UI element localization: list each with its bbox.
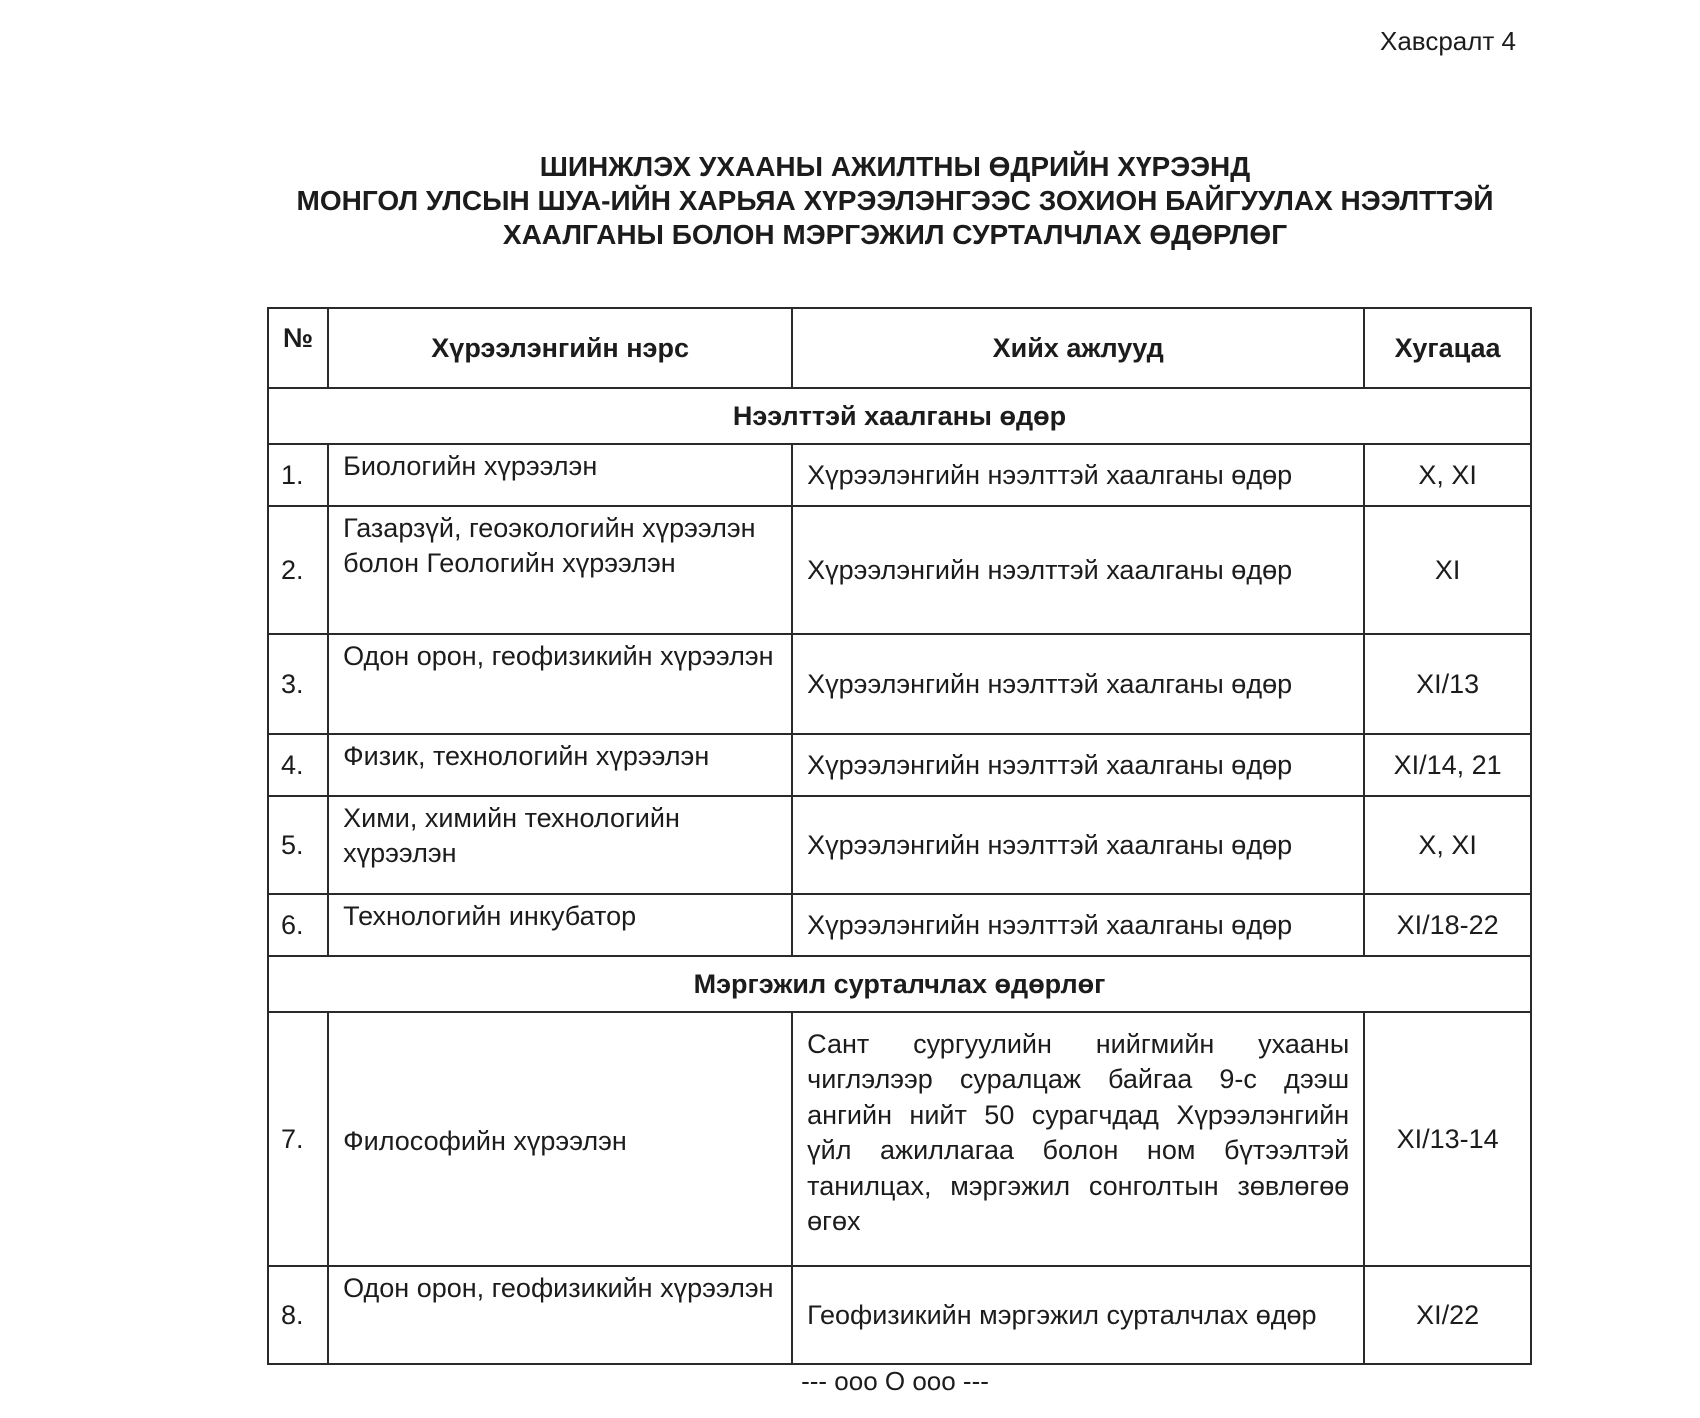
row-number: 6.: [268, 894, 328, 956]
activity: Хүрээлэнгийн нээлттэй хаалганы өдөр: [792, 894, 1364, 956]
institute-name: Хими, химийн технологийн хүрээлэн: [328, 796, 792, 894]
activity: Сант сургуулийн нийгмийн ухааны чиглэлээр суралцаж байгаа 9-с дээш ангийн нийт 50 сурагчдад Хүрээлэнгийн үйл ажиллагаа болон ном бүтээлтэй танилцах, мэргэжил сонголтын зөвлөгөө өгөх: [792, 1012, 1364, 1266]
timeframe: XI: [1364, 506, 1531, 634]
activity: Хүрээлэнгийн нээлттэй хаалганы өдөр: [792, 796, 1364, 894]
timeframe: XI/14, 21: [1364, 734, 1531, 796]
table-row: [268, 634, 1531, 734]
header-number: №: [268, 308, 328, 388]
table-row: [268, 444, 1531, 506]
institute-name: Физик, технологийн хүрээлэн: [328, 734, 792, 796]
timeframe: X, XI: [1364, 796, 1531, 894]
activity: Хүрээлэнгийн нээлттэй хаалганы өдөр: [792, 444, 1364, 506]
institute-name: Одон орон, геофизикийн хүрээлэн: [328, 1266, 792, 1364]
timeframe: XI/22: [1364, 1266, 1531, 1364]
activity: Хүрээлэнгийн нээлттэй хаалганы өдөр: [792, 634, 1364, 734]
section-title-career-day: Мэргэжил сурталчлах өдөрлөг: [268, 956, 1531, 1012]
row-number: 4.: [268, 734, 328, 796]
timeframe: XI/18-22: [1364, 894, 1531, 956]
activity: Геофизикийн мэргэжил сурталчлах өдөр: [792, 1266, 1364, 1364]
activity: Хүрээлэнгийн нээлттэй хаалганы өдөр: [792, 734, 1364, 796]
table-row: [268, 734, 1531, 796]
table-row: [268, 894, 1531, 956]
section-title-open-day: Нээлттэй хаалганы өдөр: [268, 388, 1531, 444]
timeframe: XI/13: [1364, 634, 1531, 734]
row-number: 3.: [268, 634, 328, 734]
institute-name: Биологийн хүрээлэн: [328, 444, 792, 506]
table-row: [268, 1012, 1531, 1266]
document-footer: --- ооо О ооо ---: [801, 1366, 989, 1396]
row-number: 5.: [268, 796, 328, 894]
table-row: [268, 796, 1531, 894]
table-row: [268, 1266, 1531, 1364]
activity: Хүрээлэнгийн нээлттэй хаалганы өдөр: [792, 506, 1364, 634]
institute-name: Технологийн инкубатор: [328, 894, 792, 956]
header-activities: Хийх ажлууд: [792, 308, 1364, 388]
schedule-table: [267, 307, 1532, 1365]
row-number: 8.: [268, 1266, 328, 1364]
header-institute-name: Хүрээлэнгийн нэрс: [328, 308, 792, 388]
title-line-2: МОНГОЛ УЛСЫН ШУА-ИЙН ХАРЬЯА ХҮРЭЭЛЭНГЭЭС ЗОХИОН БАЙГУУЛАХ НЭЭЛТТЭЙ: [296, 185, 1494, 216]
section-row-career-day: [268, 956, 1531, 1012]
title-line-3: ХААЛГАНЫ БОЛОН МЭРГЭЖИЛ СУРТАЛЧЛАХ ӨДӨРЛӨГ: [502, 219, 1288, 250]
title-line-1: ШИНЖЛЭХ УХААНЫ АЖИЛТНЫ ӨДРИЙН ХҮРЭЭНД: [539, 151, 1251, 182]
document-title: [0, 150, 1700, 252]
section-row-open-day: [268, 388, 1531, 444]
institute-name: Одон орон, геофизикийн хүрээлэн: [328, 634, 792, 734]
row-number: 1.: [268, 444, 328, 506]
institute-name: Газарзүй, геоэкологийн хүрээлэн болон Геологийн хүрээлэн: [328, 506, 792, 634]
timeframe: X, XI: [1364, 444, 1531, 506]
institute-name: Философийн хүрээлэн: [328, 1012, 792, 1266]
row-number: 7.: [268, 1012, 328, 1266]
table-header-row: [268, 308, 1531, 388]
table-row: [268, 506, 1531, 634]
timeframe: XI/13-14: [1364, 1012, 1531, 1266]
annex-label: Хавсралт 4: [1380, 26, 1517, 56]
row-number: 2.: [268, 506, 328, 634]
header-timeframe: Хугацаа: [1364, 308, 1531, 388]
